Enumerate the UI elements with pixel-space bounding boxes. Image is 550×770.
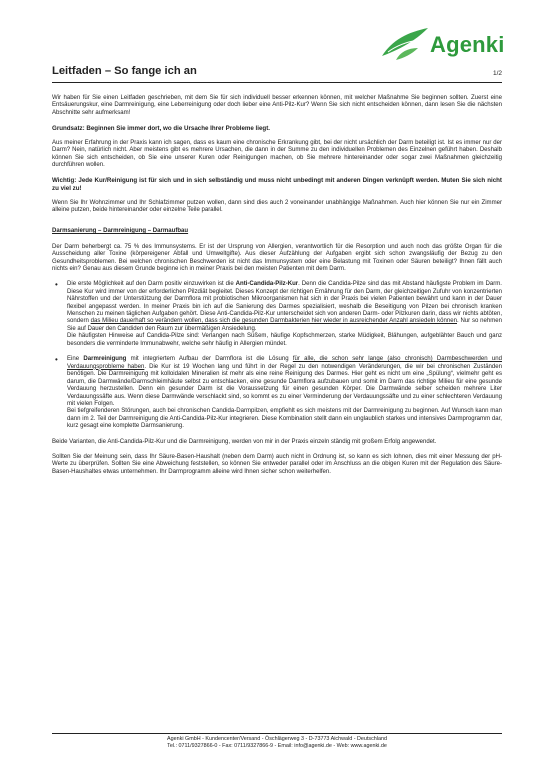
page-number: 1/2: [492, 70, 502, 77]
list-item-darmreinigung: • Eine Darmreinigung mit integriertem Aufbau der Darmflora ist die Lösung für alle, die schon sehr lange (also chronisch) Darmbeschwerden und Verdauungsprobleme haben. Die Kur ist 19 Wochen lang und führt in der Regel zu den notwendigen Veränderungen, die wir bei chronischen Zuständen benötigen. Die Darmreinigung mit kolloidalen Mineralien ist mehr als eine reine Reinigung des Darmes. Hier geht es nicht um eine „Spülung“, vielmehr geht es darum, die Darmwände/Darmschleimhäute selbst zu entschlacken, eine gesunde Darmflora aufzubauen und somit im Darm das richtige Milieu für eine gesunde Verdauung herzustellen. Denn ein gesunder Darm ist die Voraussetzung für einen gesunden Körper. Die Darmwände selber scheiden mehrere Liter Verdauungssäfte aus. Wenn diese Darmwände verschlackt sind, so kommt es zu einer Verminderung der Verdauungssäfte und zu einer schlechteren Verdauung mit vielen Folgen. Bei tiefgreifenderen Störungen, auch bei chronischen Candida-Darmpilzen, empfiehlt es sich meistens mit der Darmreinigung zu beginnen. Auf Wunsch kann man dann im 2. Teil der Darmreinigung die Anti-Candida-Pilz-Kur integrieren. Diese Kombination stellt dann ein unglaublich starkes und intensives Darmprogramm dar, kurz gesagt eine komplette Darmsanierung.: [67, 356, 502, 431]
wohnzimmer-paragraph: Wenn Sie Ihr Wohnzimmer und Ihr Schlafzimmer putzen wollen, dann sind dies auch 2 voneinander unabhängige Maßnahmen. Auch hier können Sie nur ein Zimmer alleine putzen, beide hintereinander oder einzelne Teile parallel.: [52, 199, 502, 213]
wichtig-paragraph: Wichtig: Jede Kur/Reinigung ist für sich und in sich selbständig und muss nicht unbedingt mit anderen Dingen verknüpft werden. Muten Sie sich nicht zu viel zu!: [52, 177, 502, 192]
tiefgreifend-text: Bei tiefgreifenderen Störungen, auch bei chronischen Candida-Darmpilzen, empfiehlt es sich meistens mit der Darmreinigung zu beginnen. Auf Wunsch kann man dann im 2. Teil der Darmreinigung die Anti-Candida-Pilz-Kur integrieren. Diese Kombination stellt dann ein unglaublich starkes und intensives Darmprogramm dar, kurz gesagt eine komplette Darmsanierung.: [67, 408, 502, 430]
agenki-logo: [378, 22, 533, 64]
intro-paragraph: Wir haben für Sie einen Leitfaden geschrieben, mit dem Sie für sich individuell besser erkennen können, mit welcher Maßnahme Sie beginnen sollten. Zuerst eine Entsäuerungskur, eine Darmreinigung, eine Leberreinigung oder doch lieber eine Anti-Pilz-Kur? Wenn Sie sich nicht entscheiden können, dann lesen Sie die nächsten Abschnitte sehr aufmerksam!: [52, 95, 502, 116]
leaf-icon: [378, 22, 430, 64]
candida-hints: Die häufigsten Hinweise auf Candida-Pilze sind: Verlangen nach Süßem, häufige Kopfschmerzen, starke Müdigkeit, Blähungen, aufgeblähter Bauch und ganz besonders die verminderte Immunabwehr, welche sehr häufig in Allergien mündet.: [67, 333, 502, 347]
beide-paragraph: Beide Varianten, die Anti-Candida-Pilz-Kur und die Darmreinigung, werden von mir in der Praxis einzeln ständig mit großem Erfolg angewendet.: [52, 438, 437, 445]
anti-candida-term: Anti-Candida-Pilz-Kur: [235, 281, 299, 288]
darm-intro-paragraph: Der Darm beherbergt ca. 75 % des Immunsystems. Er ist der Ursprung von Allergien, verantwortlich für die Resorption und auch noch das größte Organ für die Ausscheidung aller Toxine (körpereigener Abfall und Umweltgifte). Aus dieser Aufzählung der Aufgaben ergibt sich schon zwangsläufig der Bezug zu den Gesundheitsproblemen. Bei welchen chronischen Beschwerden ist nicht das Immunsystem oder eine Belastung mit Toxinen oder Säuren beteiligt? Ihnen fällt auch nichts ein? Genau aus diesem Grunde beginne ich in meiner Praxis bei den meisten Patienten mit dem Darm.: [52, 243, 502, 273]
list-item-anti-candida: • Die erste Möglichkeit auf den Darm positiv einzuwirken ist die Anti-Candida-Pilz-Kur. Denn die Candida-Pilze sind das mit Abstand häufigste Problem im Darm. Diese Kur wird immer von der erforderlichen Pilzdiät begleitet. Dieses Konzept der richtigen Ernährung für den Darm, der gleichzeitigen Zufuhr von konzentrierten Nährstoffen und der Unterstützung der Darmflora mit probiotischen Mikroorganismen hat sich in der Praxis bei vielen Patienten bewährt und kann in der Dauer flexibel angepasst werden. In meiner Praxis bin ich auf die Sanierung des Darmes spezialisiert, weshalb die Beseitigung von Pilzen bei chronisch kranken Menschen zu meinen täglichen Aufgaben gehört. Diese Anti-Candida-Pilz-Kur unterscheidet sich von anderen Darm- oder Pilzkuren darin, dass wir nichts abtöten, sondern das Milieu dauerhaft so verändern wollen, dass sich die gesunden Darmbakterien hier wieder in ausreichender Anzahl ansiedeln können. Nur so nehmen Sie auf Dauer den Candiden den Raum zur übermäßigen Ansiedelung. Die häufigsten Hinweise auf Candida-Pilze sind: Verlangen nach Süßem, häufige Kopfschmerzen, starke Müdigkeit, Blähungen, aufgeblähter Bauch und ganz besonders die verminderte Immunabwehr, welche sehr häufig in Allergien mündet.: [67, 281, 502, 348]
page-title: Leitfaden – So fange ich an: [52, 65, 197, 77]
darmreinigung-term: Darmreinigung: [83, 356, 127, 363]
footer-address: Agenki GmbH - Kundencenter/Versand - Öschlägerweg 3 - D-73773 Aichwald - Deutschland: [167, 736, 387, 742]
measure-list: [52, 281, 502, 431]
document-body: [52, 95, 502, 484]
section-heading: Darmsanierung – Darmreinigung – Darmaufbau: [52, 228, 189, 235]
page-header: [52, 66, 502, 83]
grundsatz-paragraph: Grundsatz: Beginnen Sie immer dort, wo die Ursache Ihrer Probleme liegt.: [52, 124, 270, 132]
footer-contact: Tel.: 0711/9327866-0 - Fax: 0711/9327866-9 - Email: info@agenki.de - Web: www.agenki.de: [167, 743, 387, 749]
erfahrung-paragraph: Aus meiner Erfahrung in der Praxis kann ich sagen, dass es kaum eine chronische Erkrankung gibt, bei der nicht ursächlich der Darm beteiligt ist. Ist es immer nur der Darm? Nein, natürlich nicht. Aber meistens gibt es mehrere Ursachen, die dann in der Summe zu den individuellen Problemen des Einzelnen geführt haben. Deshalb können Sie sich entscheiden, ob Sie eine unserer Kuren oder Reinigungen machen, ob Sie mehrere hintereinander oder sogar zwei Maßnahmen gleichzeitig durchführen wollen.: [52, 139, 502, 169]
chronisch-underline: für alle, die schon sehr lange (also chronisch) Darmbeschwerden und Verdauungsprobleme haben: [67, 356, 502, 370]
brand-name: Agenki: [430, 32, 505, 57]
saeure-paragraph: Sollten Sie der Meinung sein, dass Ihr Säure-Basen-Haushalt (neben dem Darm) auch nicht in Ordnung ist, so kann es sich lohnen, dies mit einer Messung der pH-Werte zu überprüfen. Sollten Sie eine Abweichung feststellen, so können Sie entweder parallel oder im Anschluss an die obigen Kuren mit der Regulation des Säure-Basen-Haushaltes etwas unternehmen. Ihr Darmprogramm alleine wird Ihnen sicher schon weiterhelfen.: [52, 453, 502, 475]
milieu-underline: das Milieu dauerhaft so verändern wollen, dass sich die gesunden Darmbakterien hier wieder in ausreichender Anzahl ansiedeln können: [90, 318, 457, 325]
page-footer: [52, 733, 502, 750]
